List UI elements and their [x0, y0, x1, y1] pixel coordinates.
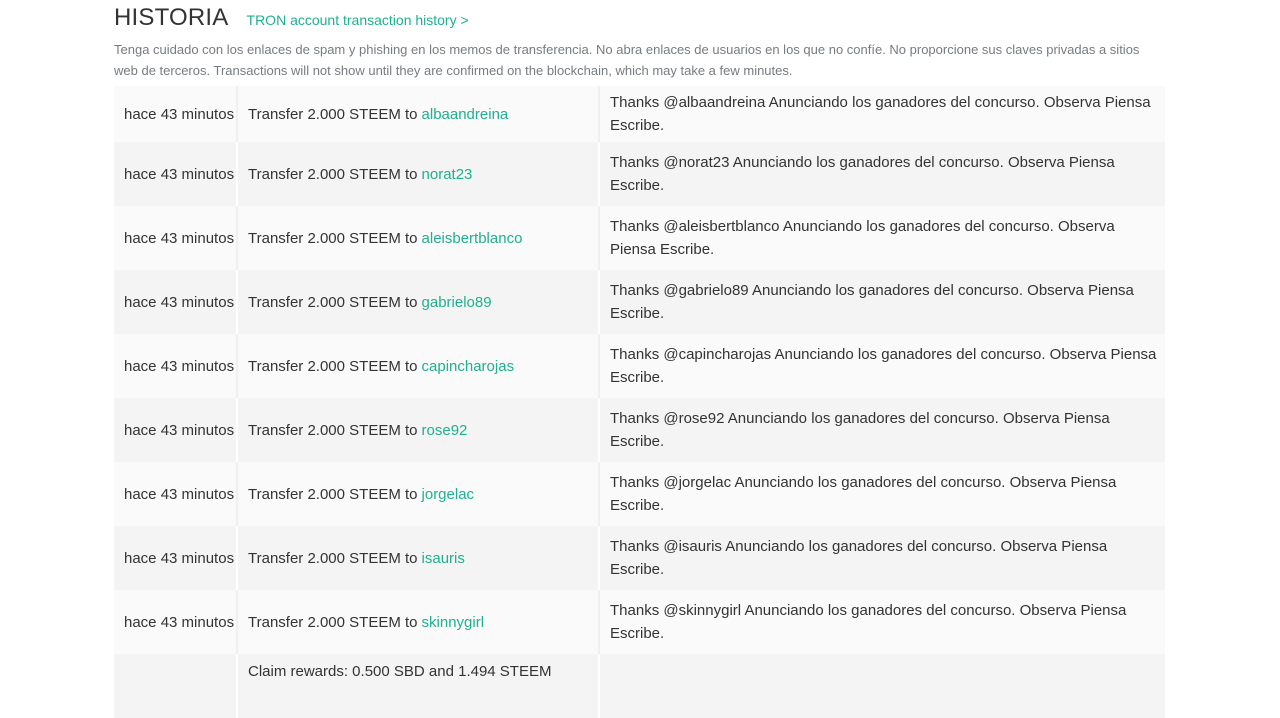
tx-operation-text: Transfer 2.000 STEEM to [248, 105, 418, 123]
tron-history-link[interactable]: TRON account transaction history > [246, 12, 469, 28]
table-row [114, 142, 1165, 206]
tx-operation [236, 270, 598, 334]
table-row [114, 206, 1165, 270]
tx-account-link[interactable]: gabrielo89 [421, 293, 492, 311]
table-row [114, 270, 1165, 334]
table-row [114, 590, 1165, 654]
tx-memo: Thanks @norat23 Anunciando los ganadores del concurso. Observa Piensa Escribe. [598, 142, 1165, 206]
tx-operation [236, 526, 598, 590]
tx-account-link[interactable]: aleisbertblanco [421, 229, 523, 247]
tx-account-link[interactable]: capincharojas [421, 357, 515, 375]
tx-time: hace 43 minutos [124, 421, 235, 439]
tx-memo: Thanks @isauris Anunciando los ganadores del concurso. Observa Piensa Escribe. [598, 526, 1165, 590]
tx-time: hace 43 minutos [124, 549, 235, 567]
history-section [114, 0, 1165, 680]
table-row [114, 526, 1165, 590]
tx-account-link[interactable]: norat23 [421, 165, 473, 183]
transaction-table [114, 86, 1165, 718]
tx-time [114, 654, 236, 718]
tx-operation [236, 590, 598, 654]
tx-time: hace 43 minutos [124, 105, 235, 123]
table-row [114, 86, 1165, 142]
tx-operation [236, 206, 598, 270]
tx-operation-text: Transfer 2.000 STEEM to [248, 229, 418, 247]
history-header [114, 0, 1165, 38]
tx-account-link[interactable]: isauris [421, 549, 465, 567]
tx-time: hace 43 minutos [124, 613, 235, 631]
table-row [114, 398, 1165, 462]
tx-memo [598, 654, 1165, 718]
tx-operation [236, 86, 598, 142]
tx-operation-text: Transfer 2.000 STEEM to [248, 165, 418, 183]
tx-operation: Claim rewards: 0.500 SBD and 1.494 STEEM [236, 654, 598, 718]
tx-operation [236, 398, 598, 462]
table-row [114, 654, 1165, 718]
tx-operation [236, 334, 598, 398]
tx-account-link[interactable]: rose92 [421, 421, 468, 439]
tx-operation-text: Transfer 2.000 STEEM to [248, 293, 418, 311]
tx-account-link[interactable]: jorgelac [421, 485, 475, 503]
tx-memo: Thanks @gabrielo89 Anunciando los ganadores del concurso. Observa Piensa Escribe. [598, 270, 1165, 334]
tx-memo: Thanks @albaandreina Anunciando los ganadores del concurso. Observa Piensa Escribe. [598, 86, 1165, 142]
tx-memo: Thanks @rose92 Anunciando los ganadores del concurso. Observa Piensa Escribe. [598, 398, 1165, 462]
tx-operation [236, 142, 598, 206]
tx-time: hace 43 minutos [124, 357, 235, 375]
page-title: HISTORIA [114, 4, 229, 31]
tx-memo: Thanks @aleisbertblanco Anunciando los ganadores del concurso. Observa Piensa Escribe. [598, 206, 1165, 270]
tx-operation-text: Transfer 2.000 STEEM to [248, 613, 418, 631]
tx-operation-text: Transfer 2.000 STEEM to [248, 549, 418, 567]
tx-operation-text: Transfer 2.000 STEEM to [248, 485, 418, 503]
phishing-warning: Tenga cuidado con los enlaces de spam y phishing en los memos de transferencia. No abra enlaces de usuarios en los que no confíe. No proporcione sus claves privadas a sitios web de terceros. Transactions will not show until they are confirmed on the blockchain, which may take a few minutes. [114, 42, 1140, 78]
table-row [114, 334, 1165, 398]
tx-time: hace 43 minutos [124, 165, 235, 183]
tx-time: hace 43 minutos [124, 293, 235, 311]
tx-account-link[interactable]: albaandreina [421, 105, 509, 123]
tx-operation-text: Transfer 2.000 STEEM to [248, 421, 418, 439]
tx-operation-text: Transfer 2.000 STEEM to [248, 357, 418, 375]
tx-memo: Thanks @jorgelac Anunciando los ganadores del concurso. Observa Piensa Escribe. [598, 462, 1165, 526]
tx-memo: Thanks @capincharojas Anunciando los ganadores del concurso. Observa Piensa Escribe. [598, 334, 1165, 398]
tx-account-link[interactable]: skinnygirl [421, 613, 485, 631]
tx-time: hace 43 minutos [124, 485, 235, 503]
table-row [114, 462, 1165, 526]
tx-time: hace 43 minutos [124, 229, 235, 247]
tx-memo: Thanks @skinnygirl Anunciando los ganadores del concurso. Observa Piensa Escribe. [598, 590, 1165, 654]
tx-operation [236, 462, 598, 526]
